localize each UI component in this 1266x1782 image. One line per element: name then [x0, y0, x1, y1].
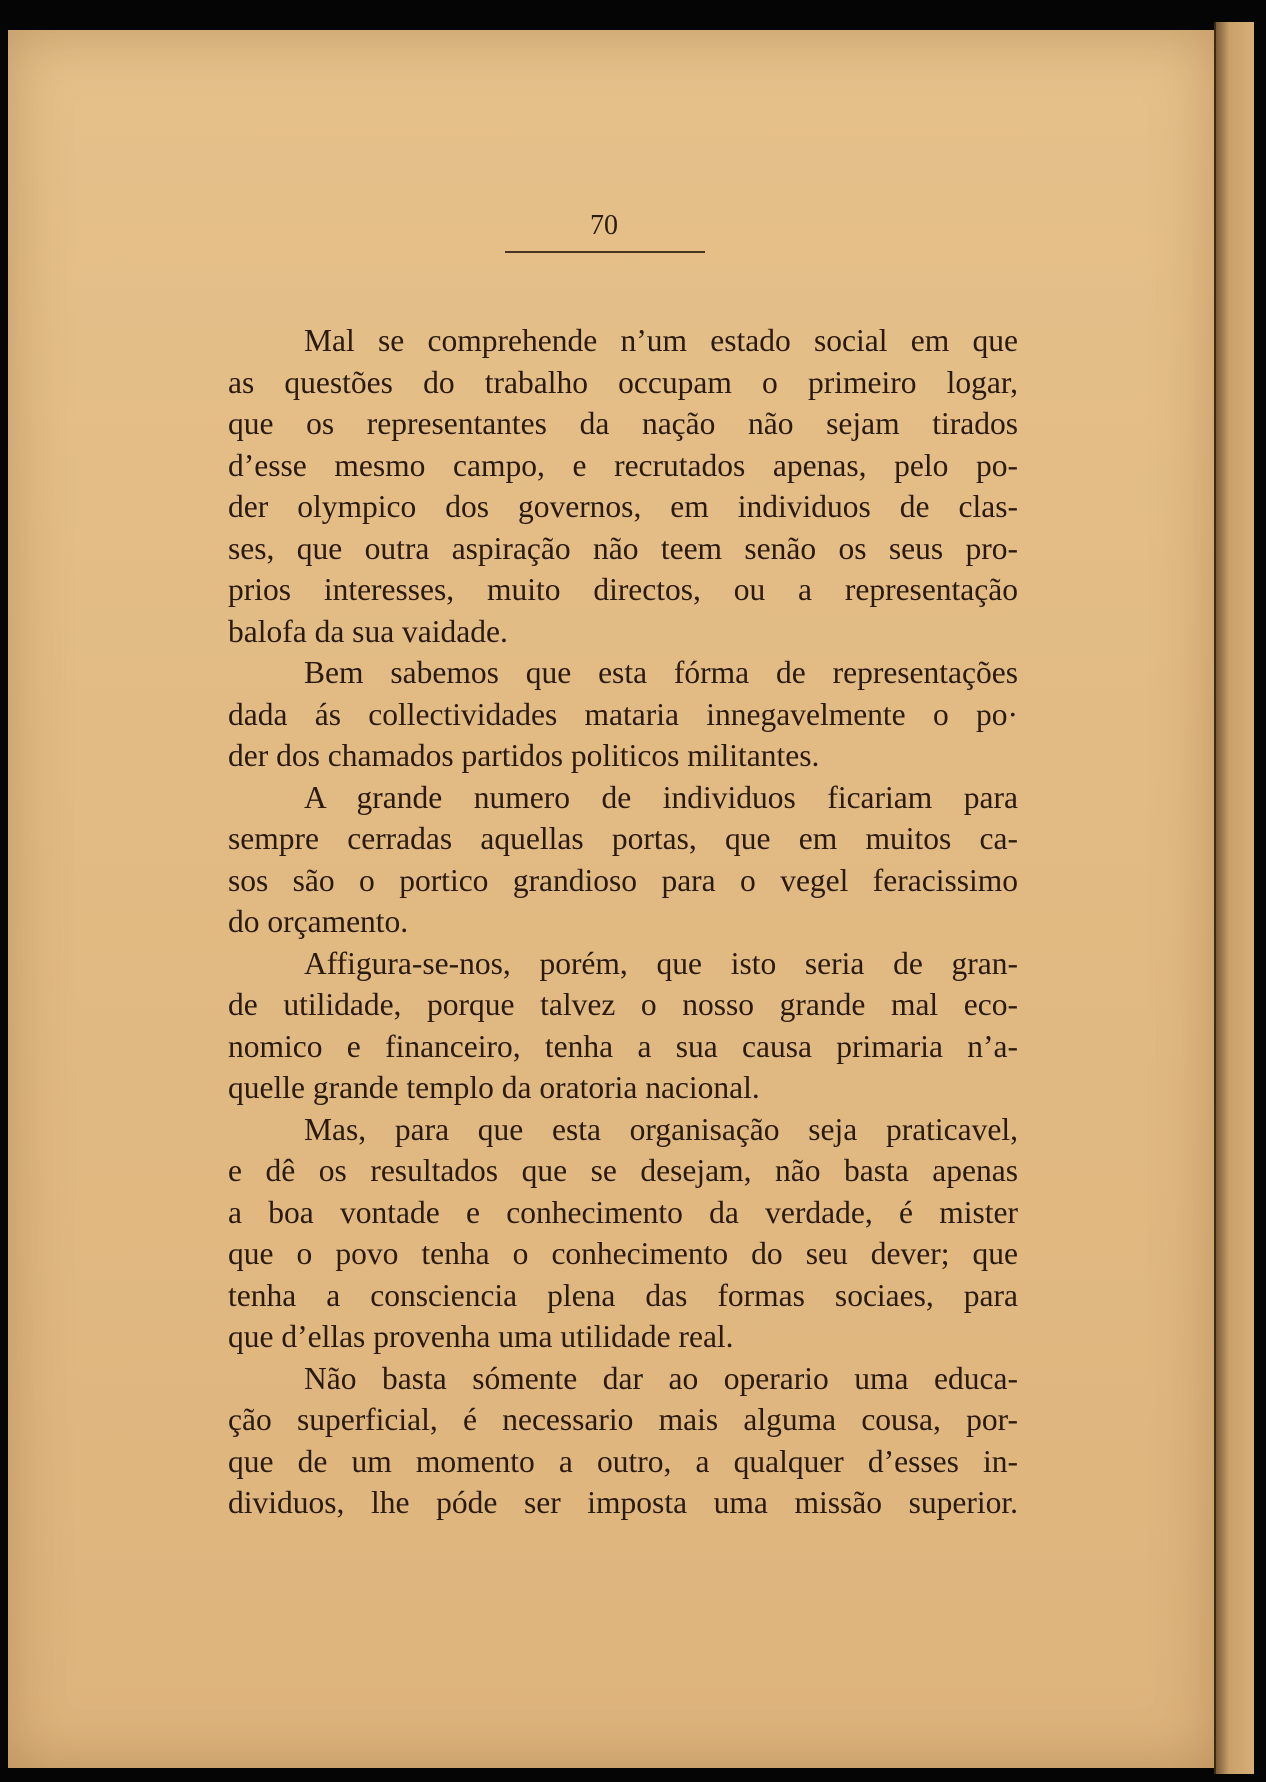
text-line: sempre cerradas aquellas portas, que em muitos ca-	[228, 821, 1018, 856]
text-line: e dê os resultados que se desejam, não basta apenas	[228, 1153, 1018, 1188]
text-line: ção superficial, é necessario mais alguma cousa, por-	[228, 1402, 1018, 1437]
text-line: dada ás collectividades mataria innegavelmente o po·	[228, 696, 1018, 732]
adjacent-page-edge	[1214, 22, 1254, 1774]
page-number: 70	[590, 210, 618, 241]
text-line: dividuos, lhe póde ser imposta uma missão superior.	[228, 1485, 1018, 1520]
text-line: que o povo tenha o conhecimento do seu dever; que	[228, 1236, 1018, 1271]
body-text	[228, 320, 1018, 1524]
text-line: que de um momento a outro, a qualquer d’esses in-	[228, 1443, 1018, 1479]
text-line: sos são o portico grandioso para o vegel feracissimo	[228, 862, 1018, 898]
text-line: Mas, para que esta organisação seja praticavel,	[304, 1111, 1018, 1147]
text-line: ses, que outra aspiração não teem senão os seus pro-	[228, 530, 1018, 566]
text-line: as questões do trabalho occupam o primeiro logar,	[228, 364, 1018, 400]
book-page	[8, 30, 1214, 1768]
text-line: tenha a consciencia plena das formas sociaes, para	[228, 1277, 1018, 1313]
text-line: Mal se comprehende n’um estado social em que	[304, 323, 1018, 358]
text-line: do orçamento.	[228, 904, 409, 939]
text-line: Bem sabemos que esta fórma de representações	[304, 655, 1018, 690]
text-line: d’esse mesmo campo, e recrutados apenas, pelo po-	[228, 447, 1018, 483]
text-line: quelle grande templo da oratoria nacional.	[228, 1070, 760, 1105]
text-line: que os representantes da nação não sejam tirados	[228, 406, 1018, 441]
text-line: A grande numero de individuos ficariam para	[304, 779, 1018, 815]
text-line: que d’ellas provenha uma utilidade real.	[228, 1319, 734, 1354]
text-line: prios interesses, muito directos, ou a representação	[228, 572, 1018, 607]
text-line: der olympico dos governos, em individuos de clas-	[228, 489, 1018, 524]
text-line: balofa da sua vaidade.	[228, 613, 508, 649]
text-line: Affigura-se-nos, porém, que isto seria de gran-	[304, 945, 1018, 981]
text-line: Não basta sómente dar ao operario uma educa-	[304, 1360, 1018, 1396]
text-line: a boa vontade e conhecimento da verdade, é mister	[228, 1194, 1018, 1230]
text-line: nomico e financeiro, tenha a sua causa primaria n’a-	[228, 1028, 1018, 1064]
text-line: der dos chamados partidos politicos militantes.	[228, 738, 820, 773]
text-line: de utilidade, porque talvez o nosso grande mal eco-	[228, 987, 1018, 1022]
header-rule	[505, 251, 705, 253]
